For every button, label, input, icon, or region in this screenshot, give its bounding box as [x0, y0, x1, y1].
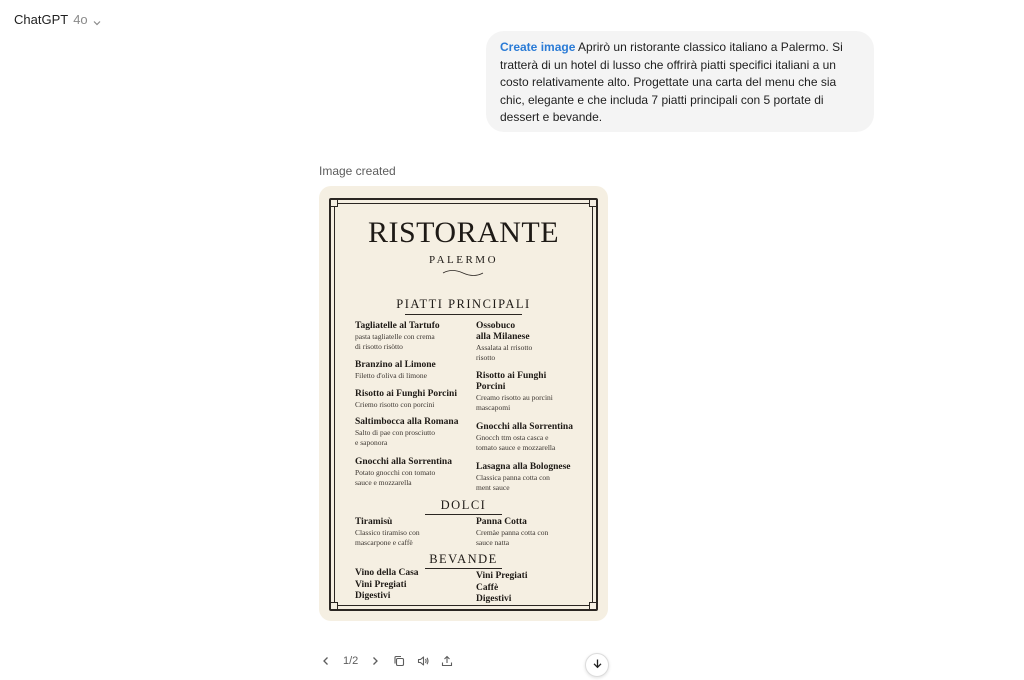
- dish-description: di risotto risòtto: [355, 342, 403, 351]
- dish-name: Risotto ai Funghi: [476, 371, 547, 381]
- model-name: ChatGPT: [14, 12, 69, 27]
- dish-name: Saltimbocca alla Romana: [355, 417, 459, 427]
- dish-description: ment sauce: [476, 483, 510, 492]
- dish-name: Lasagna alla Bolognese: [476, 462, 571, 472]
- chevron-right-icon[interactable]: [366, 652, 384, 670]
- dish-name: Gnocchi alla Sorrentina: [355, 457, 452, 467]
- menu-card: [319, 186, 608, 621]
- drink-item: Digestivi: [476, 594, 512, 604]
- menu-dish: [476, 422, 598, 453]
- menu-dish: [355, 321, 477, 352]
- dish-name-line2: Porcini: [476, 382, 506, 392]
- dish-description: Creamo risotto au porcini: [476, 393, 553, 402]
- dish-name-line2: alla Milanese: [476, 332, 530, 342]
- menu-dish: [476, 517, 598, 548]
- user-message-bubble: [486, 31, 874, 132]
- dish-description: e saponora: [355, 438, 388, 447]
- dish-description: Salto di pae con prosciutto: [355, 428, 435, 437]
- dish-description: mascapomi: [476, 403, 511, 412]
- menu-dish: [476, 321, 598, 363]
- menu-subtitle: PALERMO: [428, 254, 499, 266]
- section-heading-mains: PIATTI PRINCIPALI: [396, 297, 531, 311]
- menu-dish: [355, 457, 477, 488]
- dish-description: sauce natta: [476, 538, 510, 547]
- flourish-ornament: [441, 268, 485, 278]
- section-rule: [425, 568, 502, 569]
- menu-dish: [476, 371, 598, 413]
- menu-title: RISTORANTE: [367, 216, 560, 249]
- dish-description: risotto: [476, 353, 496, 362]
- menu-dish: [355, 417, 477, 448]
- dish-name: Tiramisù: [355, 517, 393, 527]
- section-rule: [425, 514, 502, 515]
- drink-item: Vini Pregiati: [355, 579, 407, 590]
- dish-description: Classico tiramiso con: [355, 528, 420, 537]
- image-action-bar: [317, 652, 456, 670]
- dish-name: Gnocchi alla Sorrentina: [476, 422, 573, 432]
- drink-item: Vini Pregiati: [476, 571, 528, 581]
- image-pager: 1/2: [343, 655, 359, 667]
- dish-description: Gnocch ttm osta casca e: [476, 433, 549, 442]
- chevron-down-icon: [93, 15, 101, 23]
- copy-icon[interactable]: [390, 652, 408, 670]
- scroll-down-button[interactable]: [585, 653, 609, 677]
- share-icon[interactable]: [438, 652, 456, 670]
- dish-description: Potato gnocchi con tomato: [355, 468, 436, 477]
- generated-image[interactable]: [319, 186, 608, 621]
- dish-description: Assalata al rrisotto: [476, 343, 533, 352]
- dish-name: Branzino al Limone: [355, 360, 436, 370]
- dish-name: Panna Cotta: [476, 517, 527, 527]
- model-switcher[interactable]: [14, 12, 101, 27]
- menu-dish: [355, 517, 477, 548]
- menu-dish: [355, 360, 477, 381]
- user-message-text: Aprirò un ristorante classico italiano a Palermo. Si tratterà di un hotel di lusso che offrirà piatti specifici italiani a un costo relativamente alto. Progettate una carta del menu che sia chic, elegante e che includa 7 piatti principali con 5 portate di dessert e bevande.: [500, 40, 843, 124]
- chevron-left-icon[interactable]: [317, 652, 335, 670]
- dish-description: Criemo risotto con porcini: [355, 400, 435, 409]
- dish-description: tomato sauce e mozzarella: [476, 443, 556, 452]
- section-heading-desserts: DOLCI: [440, 498, 487, 512]
- drinks-list-right: [476, 571, 527, 606]
- dish-description: Cremàe panna cotta con: [476, 528, 549, 537]
- drink-item: Vino della Casa: [355, 568, 419, 578]
- menu-dish: [355, 389, 477, 410]
- dish-description: Classica panna cotta con: [476, 473, 550, 482]
- menu-dish: [476, 462, 598, 493]
- drink-item: Digestivi: [355, 591, 391, 601]
- model-version: 4o: [73, 12, 88, 27]
- dish-description: mascarpone e caffè: [355, 538, 413, 547]
- dish-description: Filetto d'oliva di limone: [355, 371, 427, 380]
- dish-name: Tagliatelle al Tartufo: [355, 321, 440, 331]
- read-aloud-icon[interactable]: [414, 652, 432, 670]
- dish-description: sauce e mozzarella: [355, 478, 412, 487]
- drinks-list-left: [355, 568, 419, 603]
- drink-item: Caffè: [476, 582, 499, 593]
- image-created-label: Image created: [319, 164, 396, 178]
- section-rule: [405, 314, 522, 315]
- dish-name: Risotto ai Funghi Porcini: [355, 389, 457, 399]
- create-image-tag: Create image: [500, 40, 576, 54]
- dish-description: pasta tagliatelle con crema: [355, 332, 435, 341]
- arrow-down-icon: [592, 656, 603, 674]
- section-heading-drinks: BEVANDE: [429, 552, 498, 566]
- dish-name: Ossobuco: [476, 321, 516, 331]
